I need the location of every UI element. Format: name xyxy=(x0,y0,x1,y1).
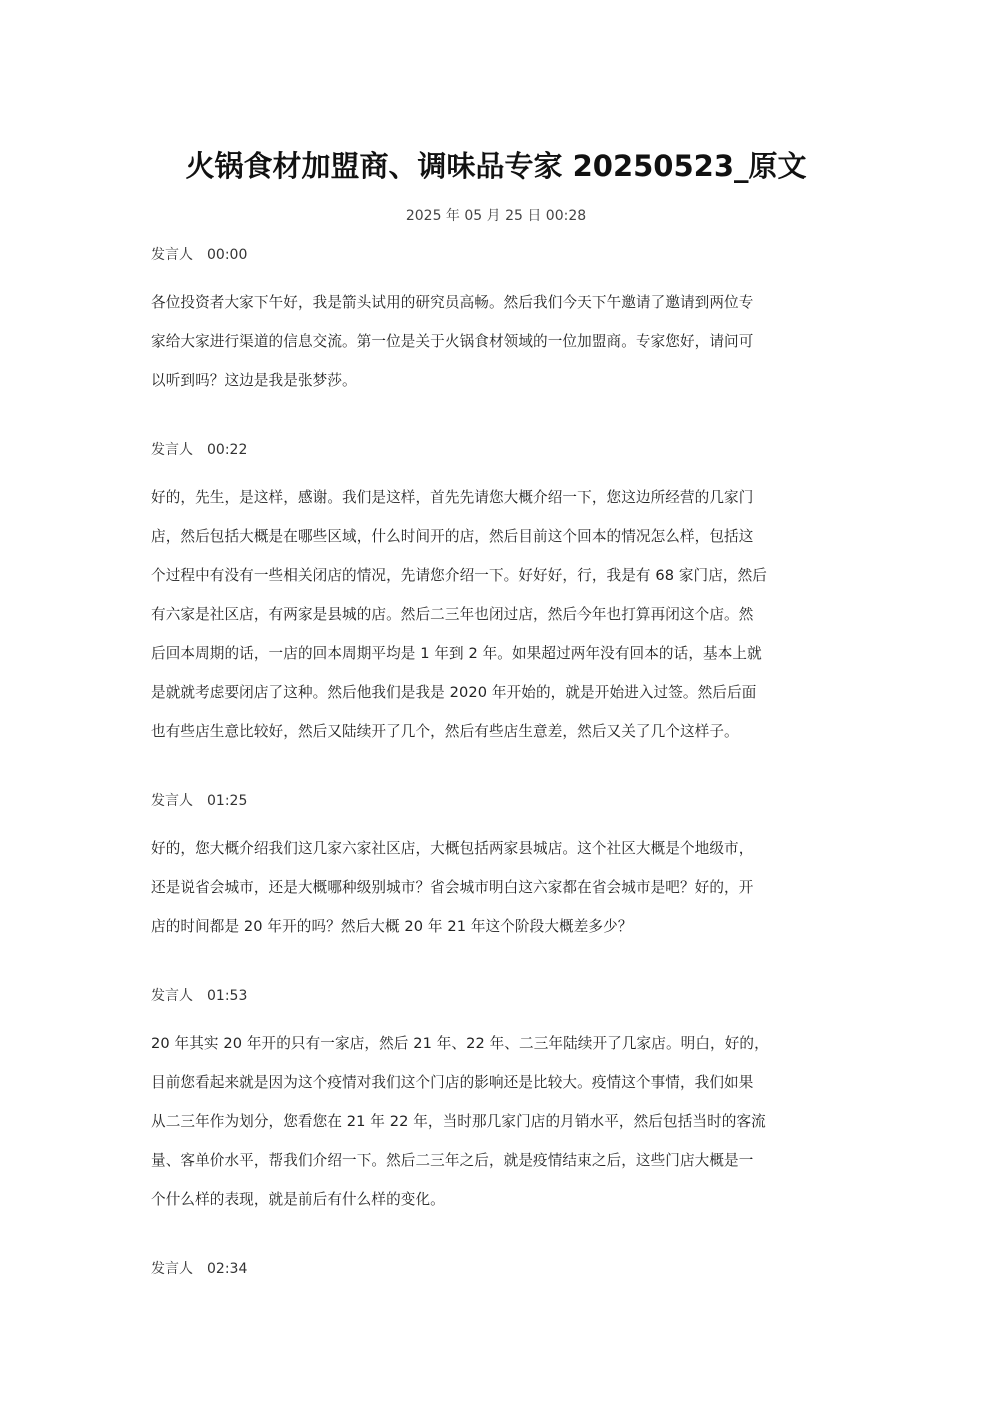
text-line: 个过程中有没有一些相关闭店的情况，先请您介绍一下。好好好，行，我是有 68 家门店，然后 xyxy=(151,567,768,584)
transcript-text xyxy=(151,1024,843,1219)
speaker-name: 发言人 xyxy=(151,442,193,458)
speaker-header xyxy=(151,1259,843,1279)
speaker-header xyxy=(151,440,843,460)
speaker-header xyxy=(151,986,843,1006)
text-line: 好的，先生，是这样，感谢。我们是这样，首先先请您大概介绍一下，您这边所经营的几家门 xyxy=(151,489,754,506)
transcript-section xyxy=(151,1259,843,1279)
document-date: 2025 年 05 月 25 日 00:28 xyxy=(405,208,587,224)
text-line: 量、客单价水平，帮我们介绍一下。然后二三年之后，就是疫情结束之后，这些门店大概是一 xyxy=(151,1152,754,1169)
speaker-name: 发言人 xyxy=(151,247,193,263)
timestamp: 01:53 xyxy=(207,988,248,1004)
text-line: 从二三年作为划分，您看您在 21 年 22 年，当时那几家门店的月销水平，然后包括当时的客流 xyxy=(151,1113,766,1130)
document-title: 火锅食材加盟商、调味品专家 20250523_原文 xyxy=(185,149,807,183)
text-line: 个什么样的表现，就是前后有什么样的变化。 xyxy=(151,1191,445,1208)
timestamp: 02:34 xyxy=(207,1261,248,1277)
text-line: 店，然后包括大概是在哪些区域，什么时间开的店，然后目前这个回本的情况怎么样，包括这 xyxy=(151,528,754,545)
transcript-text xyxy=(151,478,843,751)
text-line: 目前您看起来就是因为这个疫情对我们这个门店的影响还是比较大。疫情这个事情，我们如果 xyxy=(151,1074,754,1091)
transcript-section xyxy=(151,791,843,946)
text-line: 各位投资者大家下午好，我是箭头试用的研究员高畅。然后我们今天下午邀请了邀请到两位专 xyxy=(151,294,754,311)
timestamp: 00:00 xyxy=(207,247,248,263)
text-line: 20 年其实 20 年开的只有一家店，然后 21 年、22 年、二三年陆续开了几家店。明白，好的， xyxy=(151,1035,769,1052)
transcript-section xyxy=(151,245,843,400)
timestamp: 01:25 xyxy=(207,793,248,809)
transcript-section xyxy=(151,440,843,751)
transcript-section xyxy=(151,986,843,1219)
timestamp: 00:22 xyxy=(207,442,248,458)
transcript-text xyxy=(151,829,843,946)
text-line: 有六家是社区店，有两家是县城的店。然后二三年也闭过店，然后今年也打算再闭这个店。然 xyxy=(151,606,754,623)
text-line: 还是说省会城市，还是大概哪种级别城市？省会城市明白这六家都在省会城市是吧？好的，开 xyxy=(151,879,754,896)
speaker-name: 发言人 xyxy=(151,988,193,1004)
speaker-name: 发言人 xyxy=(151,1261,193,1277)
text-line: 以听到吗？这边是我是张梦莎。 xyxy=(151,372,357,389)
speaker-name: 发言人 xyxy=(151,793,193,809)
text-line: 好的，您大概介绍我们这几家六家社区店，大概包括两家县城店。这个社区大概是个地级市， xyxy=(151,840,754,857)
transcript-text xyxy=(151,283,843,400)
text-line: 店的时间都是 20 年开的吗？然后大概 20 年 21 年这个阶段大概差多少？ xyxy=(151,918,633,935)
text-line: 后回本周期的话，一店的回本周期平均是 1 年到 2 年。如果超过两年没有回本的话，基本上就 xyxy=(151,645,762,662)
text-line: 也有些店生意比较好，然后又陆续开了几个，然后有些店生意差，然后又关了几个这样子。 xyxy=(151,723,739,740)
speaker-header xyxy=(151,791,843,811)
speaker-header xyxy=(151,245,843,265)
text-line: 是就就考虑要闭店了这种。然后他我们是我是 2020 年开始的，就是开始进入过签。然后后面 xyxy=(151,684,757,701)
text-line: 家给大家进行渠道的信息交流。第一位是关于火锅食材领域的一位加盟商。专家您好，请问可 xyxy=(151,333,754,350)
